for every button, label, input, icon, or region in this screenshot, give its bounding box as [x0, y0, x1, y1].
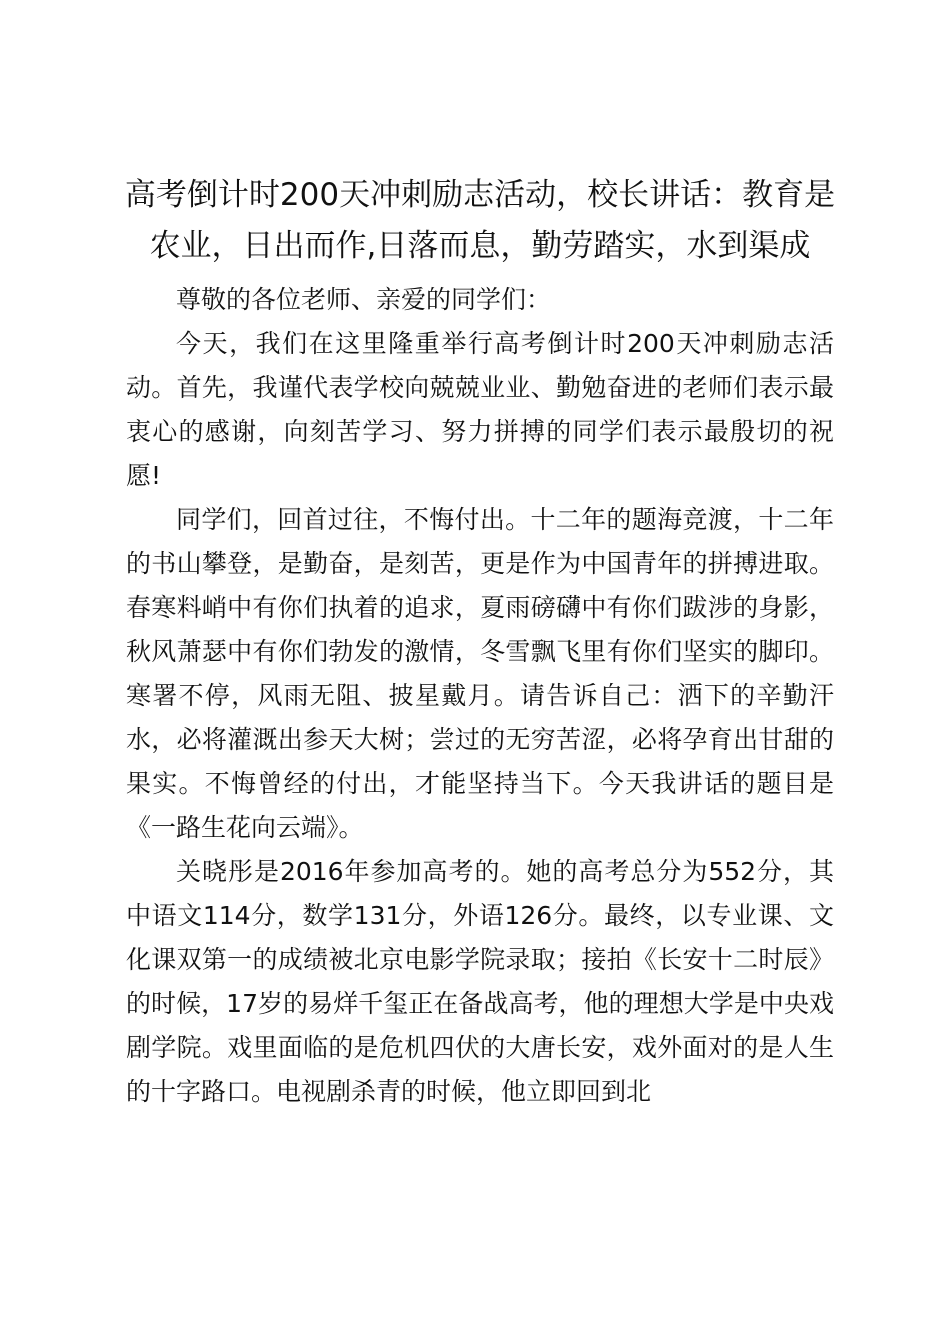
- paragraph-examples: 关晓彤是2016年参加高考的。她的高考总分为552分，其中语文114分，数学131分，外语126分。最终，以专业课、文化课双第一的成绩被北京电影学院录取；接拍《长安十二时辰》的时候，17岁的易烊千玺正在备战高考，他的理想大学是中央戏剧学院。戏里面临的是危机四伏的大唐长安，戏外面对的是人生的十字路口。电视剧杀青的时候，他立即回到北: [126, 857, 834, 1106]
- paragraph-reflection: 同学们，回首过往，不悔付出。十二年的题海竞渡，十二年的书山攀登，是勤奋，是刻苦，更是作为中国青年的拼搏进取。春寒料峭中有你们执着的追求，夏雨磅礴中有你们跋涉的身影，秋风萧瑟中有你们勃发的激情，冬雪飘飞里有你们坚实的脚印。寒署不停，风雨无阻、披星戴月。请告诉自己：洒下的辛勤汗水，必将灌溉出参天大树；尝过的无穷苦涩，必将孕育出甘甜的果实。不悔曾经的付出，才能坚持当下。今天我讲话的题目是《一路生花向云端》。: [126, 505, 834, 842]
- greeting-line: 尊敬的各位老师、亲爱的同学们：: [176, 285, 552, 314]
- paragraph-opening: 今天，我们在这里隆重举行高考倒计时200天冲刺励志活动。首先，我谨代表学校向兢兢业业、勤勉奋进的老师们表示最衷心的感谢，向刻苦学习、努力拼搏的同学们表示最殷切的祝愿!: [126, 329, 834, 490]
- document-body: [126, 170, 834, 1114]
- document-title: 高考倒计时200天冲刺励志活动，校长讲话：教育是农业，日出而作,日落而息，勤劳踏实，水到渠成: [124, 177, 836, 264]
